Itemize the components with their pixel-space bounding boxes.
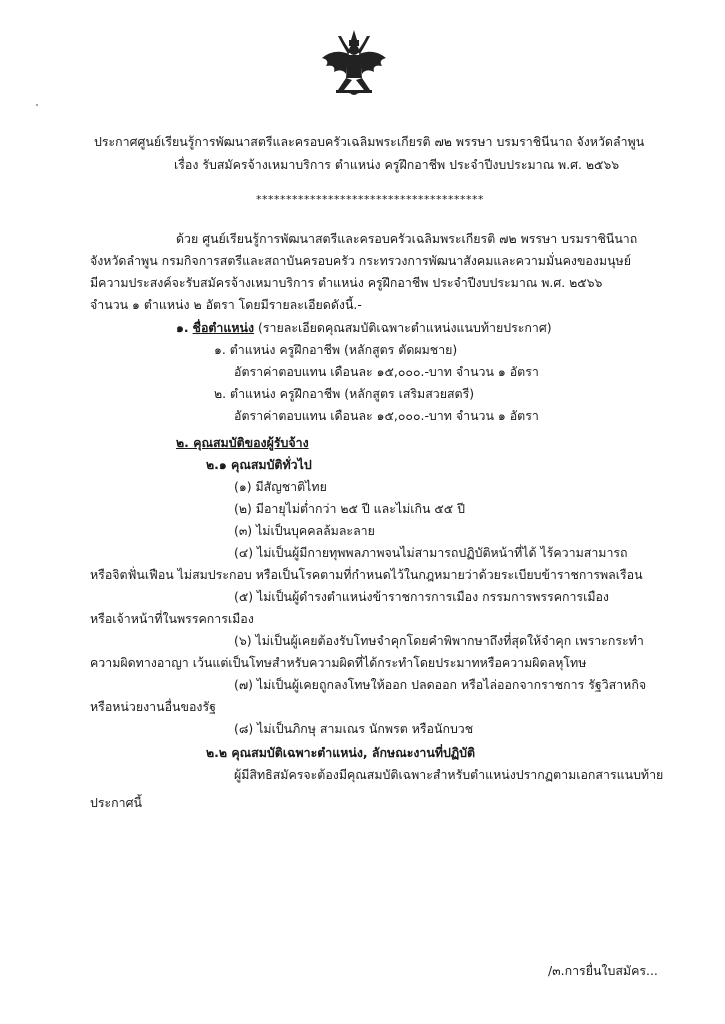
section1-note: (รายละเอียดคุณสมบัติเฉพาะตำแหน่งแนบท้ายประกาศ) bbox=[258, 320, 552, 335]
position-rate: อัตราค่าตอบแทน เดือนละ ๑๕,๐๐๐.-บาท จำนวน ๑ อัตรา bbox=[234, 364, 539, 379]
qualification-item: หรือเจ้าหน้าที่ในพรรคการเมือง bbox=[90, 611, 254, 626]
page-continuation: /๓.การยื่นใบสมัคร... bbox=[548, 963, 658, 978]
intro-line: มีความประสงค์จะรับสมัครจ้างเหมาบริการ ตำแหน่ง ครูฝึกอาชีพ ประจำปีงบประมาณ พ.ศ. ๒๕๖๖ bbox=[90, 275, 603, 290]
intro-line: ด้วย ศูนย์เรียนรู้การพัฒนาสตรีและครอบครัวเฉลิมพระเกียรติ ๗๒ พรรษา บรมราชินีนาถ bbox=[176, 231, 638, 246]
section2-heading: ๒. คุณสมบัติของผู้รับจ้าง bbox=[176, 435, 309, 450]
separator-stars: ************************************** bbox=[256, 193, 484, 206]
qualification-item: (๘) ไม่เป็นภิกษุ สามเณร นักพรต หรือนักบวช bbox=[234, 721, 474, 736]
qualification-item: หรือจิตฟั่นเฟือน ไม่สมประกอบ หรือเป็นโรคตามที่กำหนดไว้ในกฎหมายว่าด้วยระเบียบข้าราชการพลเรือน bbox=[90, 567, 643, 582]
section1-number: ๑. bbox=[176, 320, 189, 335]
announcement-subject: เรื่อง รับสมัครจ้างเหมาบริการ ตำแหน่ง ครูฝึกอาชีพ ประจำปีงบประมาณ พ.ศ. ๒๕๖๖ bbox=[174, 157, 620, 172]
announcement-title: ประกาศศูนย์เรียนรู้การพัฒนาสตรีและครอบครัวเฉลิมพระเกียรติ ๗๒ พรรษา บรมราชินีนาถ จังหวัดลำพูน bbox=[94, 134, 645, 149]
garuda-emblem bbox=[316, 28, 392, 104]
intro-line: จำนวน ๑ ตำแหน่ง ๒ อัตรา โดยมีรายละเอียดดังนี้.- bbox=[90, 297, 362, 312]
section2-1-heading: ๒.๑ คุณสมบัติทั่วไป bbox=[206, 457, 312, 472]
qualification-item: (๓) ไม่เป็นบุคคลล้มละลาย bbox=[234, 523, 375, 538]
section1-header bbox=[176, 320, 552, 336]
qualification-item: (๔) ไม่เป็นผู้มีกายทุพพลภาพจนไม่สามารถปฏิบัติหน้าที่ได้ ไร้ความสามารถ bbox=[234, 545, 628, 560]
position-rate: อัตราค่าตอบแทน เดือนละ ๑๕,๐๐๐.-บาท จำนวน ๑ อัตรา bbox=[234, 408, 539, 423]
qualification-item: (๖) ไม่เป็นผู้เคยต้องรับโทษจำคุกโดยคำพิพากษาถึงที่สุดให้จำคุก เพราะกระทำ bbox=[234, 633, 644, 648]
section1-heading: ชื่อตำแหน่ง bbox=[192, 320, 255, 335]
qualification-item: ความผิดทางอาญา เว้นแต่เป็นโทษสำหรับความผิดที่ได้กระทำโดยประมาทหรือความผิดลหุโทษ bbox=[90, 655, 587, 670]
intro-line: จังหวัดลำพูน กรมกิจการสตรีและสถาบันครอบครัว กระทรวงการพัฒนาสังคมและความมั่นคงของมนุษย์ bbox=[90, 253, 631, 268]
position-title: ๑. ตำแหน่ง ครูฝึกอาชีพ (หลักสูตร ตัดผมชาย) bbox=[214, 342, 458, 357]
section2-2-text: ประกาศนี้ bbox=[90, 795, 142, 810]
scan-speck bbox=[36, 104, 38, 106]
qualification-item: (๗) ไม่เป็นผู้เคยถูกลงโทษให้ออก ปลดออก หรือไล่ออกจากราชการ รัฐวิสาหกิจ bbox=[234, 677, 647, 692]
qualification-item: (๕) ไม่เป็นผู้ดำรงตำแหน่งข้าราชการการเมือง กรรมการพรรคการเมือง bbox=[234, 589, 609, 604]
qualification-item: (๒) มีอายุไม่ต่ำกว่า ๒๕ ปี และไม่เกิน ๕๕ ปี bbox=[234, 501, 465, 516]
qualification-item: หรือหน่วยงานอื่นของรัฐ bbox=[90, 699, 216, 714]
section2-2-heading: ๒.๒ คุณสมบัติเฉพาะตำแหน่ง, ลักษณะงานที่ปฏิบัติ bbox=[206, 745, 476, 760]
qualification-item: (๑) มีสัญชาติไทย bbox=[234, 479, 327, 494]
position-title: ๒. ตำแหน่ง ครูฝึกอาชีพ (หลักสูตร เสริมสวยสตรี) bbox=[214, 386, 475, 401]
section2-2-text: ผู้มีสิทธิสมัครจะต้องมีคุณสมบัติเฉพาะสำหรับตำแหน่งปรากฏตามเอกสารแนบท้าย bbox=[234, 767, 664, 782]
